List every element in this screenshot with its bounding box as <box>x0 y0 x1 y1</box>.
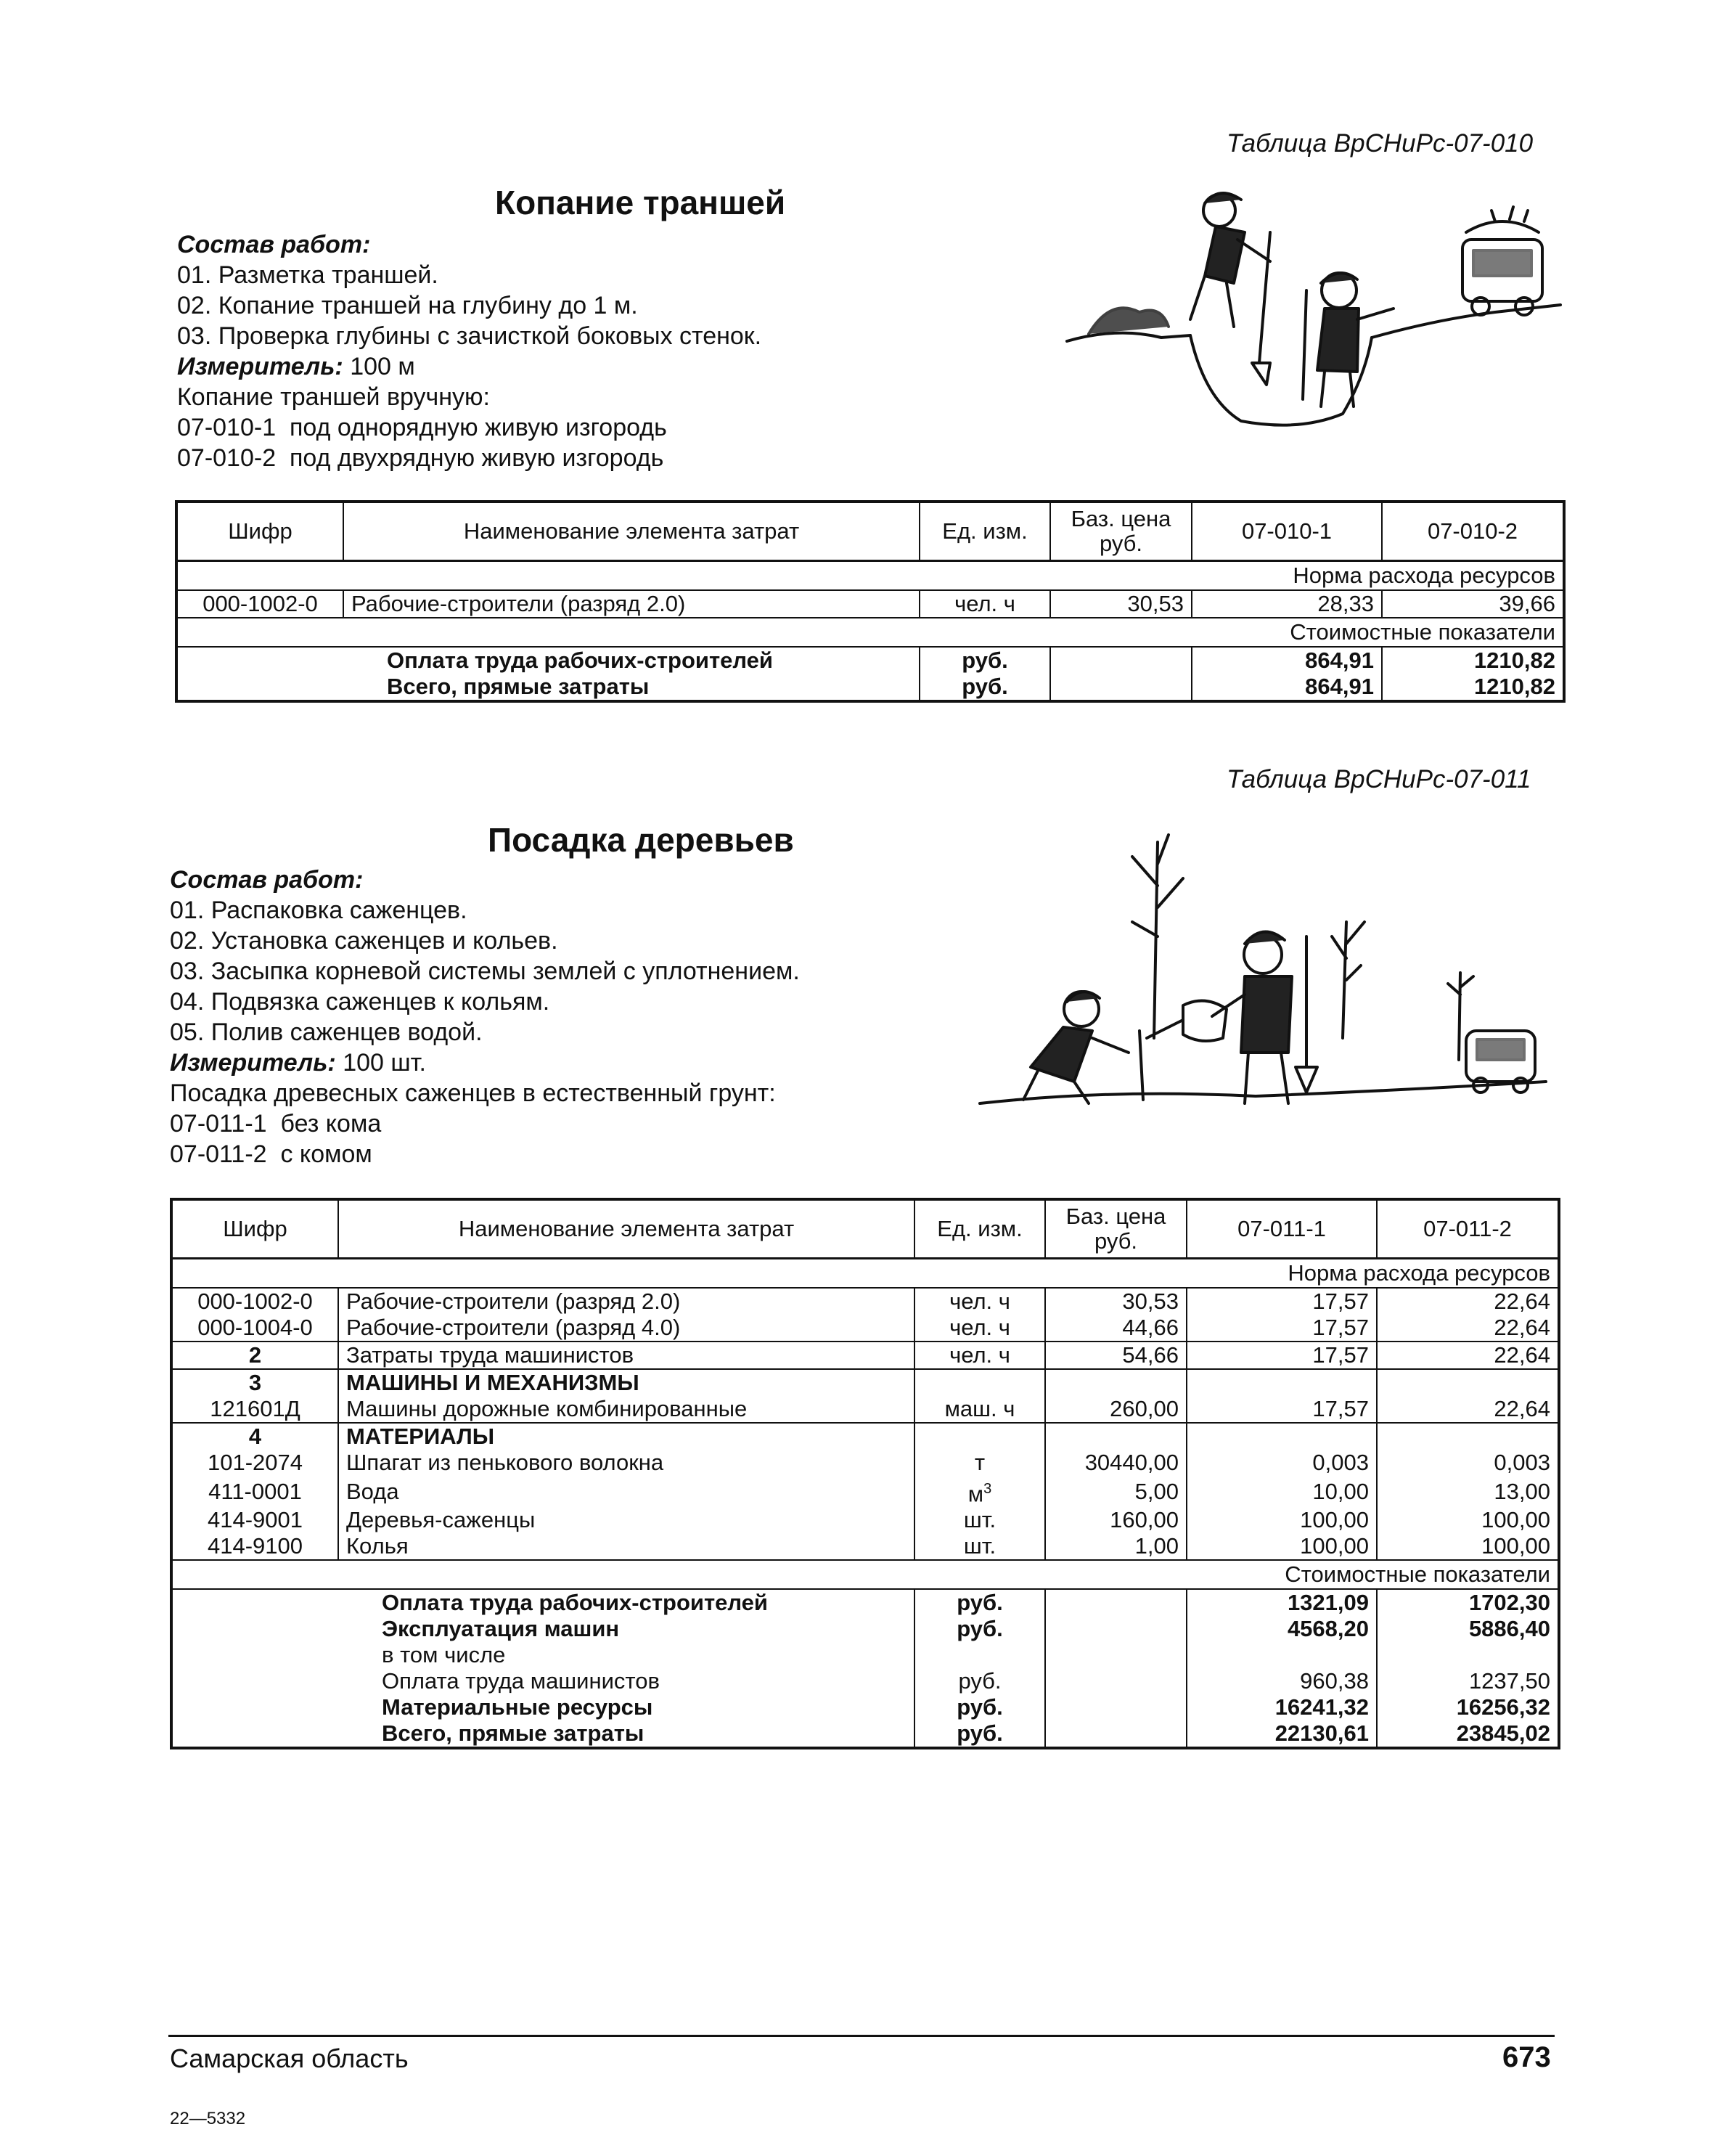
header-name: Наименование элемента затрат <box>338 1199 914 1259</box>
cell-value-1: 17,57 <box>1187 1288 1377 1315</box>
cost-value-2: 16256,32 <box>1377 1694 1559 1720</box>
cell-unit: чел. ч <box>920 590 1050 618</box>
cost-unit: руб. <box>914 1668 1045 1694</box>
cell-unit: шт. <box>914 1533 1045 1560</box>
measure-label: Измеритель: <box>177 353 343 380</box>
cost-unit: руб. <box>914 1720 1045 1748</box>
norm-label: Норма расхода ресурсов <box>176 561 1564 591</box>
cell-value-1: 100,00 <box>1187 1533 1377 1560</box>
measure-label: Измеритель: <box>170 1049 336 1077</box>
table-header-row <box>171 1199 1559 1259</box>
cost-value-2: 1237,50 <box>1377 1668 1559 1694</box>
cell-value-2: 22,64 <box>1377 1315 1559 1342</box>
work-description: Копание траншей вручную: <box>177 383 490 411</box>
composition-label: Состав работ: <box>177 231 371 258</box>
cost-value-1: 960,38 <box>1187 1668 1377 1694</box>
cost-table <box>175 500 1566 703</box>
work-composition <box>170 865 800 1169</box>
cell-value-2: 13,00 <box>1377 1476 1559 1507</box>
cell-cipher: 414-9001 <box>207 1507 303 1533</box>
table-row <box>171 1396 1559 1423</box>
cell-name: Машины дорожные комбинированные <box>338 1396 914 1423</box>
cell-value-2: 22,64 <box>1377 1342 1559 1369</box>
cost-unit: руб. <box>914 1589 1045 1616</box>
cell-cipher: 4 <box>248 1424 262 1449</box>
header-price: Баз. цена руб. <box>1045 1199 1187 1259</box>
cell-value-1: 17,57 <box>1187 1396 1377 1423</box>
cell-unit: шт. <box>914 1507 1045 1533</box>
table-row <box>171 1533 1559 1560</box>
cell-cipher: 121601Д <box>171 1396 338 1423</box>
section-divider <box>171 1259 1559 1289</box>
cost-name: в том числе <box>382 1642 506 1668</box>
work-description: Посадка древесных саженцев в естественный грунт: <box>170 1079 776 1107</box>
norm-label: Норма расхода ресурсов <box>171 1259 1559 1289</box>
cost-value-2: 1210,82 <box>1382 647 1564 674</box>
section-divider <box>171 1560 1559 1589</box>
tree-planting-illustration <box>965 820 1560 1125</box>
cell-name: МАШИНЫ И МЕХАНИЗМЫ <box>338 1369 914 1396</box>
header-unit: Ед. изм. <box>914 1199 1045 1259</box>
cell-name: Вода <box>338 1476 914 1507</box>
table-row <box>171 1369 1559 1396</box>
cell-price: 260,00 <box>1045 1396 1187 1423</box>
variant-item <box>177 412 761 443</box>
cell-value-2: 39,66 <box>1382 590 1564 618</box>
header-variant-1: 07-011-1 <box>1187 1199 1377 1259</box>
cost-label: Стоимостные показатели <box>176 618 1564 647</box>
measure-line <box>170 1048 800 1078</box>
cost-value-1: 1321,09 <box>1187 1589 1377 1616</box>
unit-superscript: 3 <box>983 1481 992 1497</box>
table-row <box>171 1342 1559 1369</box>
table-row <box>171 1450 1559 1476</box>
header-variant-2: 07-011-2 <box>1377 1199 1559 1259</box>
cell-cipher: 2 <box>171 1342 338 1369</box>
cell-unit: чел. ч <box>914 1342 1045 1369</box>
cell-value-2: 100,00 <box>1377 1533 1559 1560</box>
cell-price: 54,66 <box>1045 1342 1187 1369</box>
cost-name: Оплата труда рабочих-строителей <box>387 648 773 673</box>
variant-item <box>177 443 761 473</box>
cost-name: Материальные ресурсы <box>382 1694 653 1720</box>
cell-name: Рабочие-строители (разряд 4.0) <box>338 1315 914 1342</box>
cost-value-1: 4568,20 <box>1187 1616 1377 1642</box>
variant-code: 07-010-2 <box>177 444 277 472</box>
cell-price: 44,66 <box>1045 1315 1187 1342</box>
table-row <box>171 1423 1559 1450</box>
cost-unit: руб. <box>920 674 1050 701</box>
variant-item <box>170 1108 800 1139</box>
step-item: 03. Проверка глубины с зачисткой боковых стенок. <box>177 322 762 350</box>
variant-code: 07-011-1 <box>170 1110 267 1138</box>
cost-value-2: 5886,40 <box>1377 1616 1559 1642</box>
measure-value: 100 м <box>350 353 415 380</box>
variant-text: под однорядную живую изгородь <box>290 414 667 441</box>
cell-price: 30,53 <box>1050 590 1192 618</box>
table-row <box>171 1288 1559 1315</box>
header-unit: Ед. изм. <box>920 502 1050 561</box>
cost-row <box>176 674 1564 701</box>
table-caption: Таблица ВрСНиРс-07-011 <box>1227 765 1531 793</box>
cost-row <box>176 647 1564 674</box>
cost-unit: руб. <box>914 1616 1045 1642</box>
cell-name: Рабочие-строители (разряд 2.0) <box>343 590 920 618</box>
step-item: 01. Распаковка саженцев. <box>170 897 467 924</box>
section-title: Копание траншей <box>495 184 786 221</box>
cell-cipher: 411-0001 <box>208 1478 302 1504</box>
step-item: 05. Полив саженцев водой. <box>170 1018 483 1046</box>
step-item: 02. Установка саженцев и кольев. <box>170 927 558 955</box>
variant-text: без кома <box>280 1110 382 1138</box>
cell-unit: т <box>914 1450 1045 1476</box>
cost-name: Всего, прямые затраты <box>382 1720 644 1747</box>
cell-name: Деревья-саженцы <box>338 1507 914 1533</box>
table-row <box>171 1507 1559 1533</box>
table-row <box>171 1315 1559 1342</box>
cell-value-2: 100,00 <box>1377 1507 1559 1533</box>
section-divider <box>176 561 1564 591</box>
cost-name: Оплата труда машинистов <box>382 1668 660 1694</box>
cell-price: 30440,00 <box>1045 1450 1187 1476</box>
cell-name: Затраты труда машинистов <box>338 1342 914 1369</box>
composition-label: Состав работ: <box>170 866 364 894</box>
cost-name: Эксплуатация машин <box>382 1616 620 1642</box>
cost-value-1: 864,91 <box>1192 647 1382 674</box>
cell-value-2: 0,003 <box>1377 1450 1559 1476</box>
cell-cipher: 101-2074 <box>207 1450 303 1475</box>
cell-value-1: 17,57 <box>1187 1342 1377 1369</box>
cost-unit: руб. <box>914 1694 1045 1720</box>
cell-cipher: 000-1004-0 <box>171 1315 338 1342</box>
trench-digging-illustration <box>1060 181 1568 443</box>
section-title: Посадка деревьев <box>488 821 794 859</box>
cost-row <box>171 1668 1559 1694</box>
cell-cipher: 000-1002-0 <box>197 1289 313 1314</box>
header-cipher: Шифр <box>171 1199 338 1259</box>
cost-value-2: 1702,30 <box>1377 1589 1559 1616</box>
cost-row <box>171 1720 1559 1748</box>
cell-value-1: 28,33 <box>1192 590 1382 618</box>
variant-item <box>170 1139 800 1169</box>
cost-name: Оплата труда рабочих-строителей <box>382 1590 768 1616</box>
cell-value-1: 17,57 <box>1187 1315 1377 1342</box>
cell-cipher: 3 <box>248 1370 262 1395</box>
cost-unit: руб. <box>920 647 1050 674</box>
header-variant-2: 07-010-2 <box>1382 502 1564 561</box>
variant-code: 07-010-1 <box>177 414 277 441</box>
cell-unit <box>914 1476 1045 1507</box>
cell-price: 160,00 <box>1045 1507 1187 1533</box>
cell-unit: чел. ч <box>914 1315 1045 1342</box>
cost-value-2: 1210,82 <box>1382 674 1564 701</box>
section-divider <box>176 618 1564 647</box>
cell-name: МАТЕРИАЛЫ <box>338 1423 914 1450</box>
page-number: 673 <box>1502 2041 1551 2073</box>
variant-code: 07-011-2 <box>170 1140 267 1168</box>
table-row <box>171 1476 1559 1507</box>
variant-text: с комом <box>280 1140 372 1168</box>
cell-value-2: 22,64 <box>1377 1288 1559 1315</box>
cost-name: Всего, прямые затраты <box>387 674 650 699</box>
table-caption: Таблица ВрСНиРс-07-010 <box>1227 129 1534 158</box>
cell-price: 5,00 <box>1045 1476 1187 1507</box>
cost-value-1: 22130,61 <box>1187 1720 1377 1748</box>
cost-value-1: 864,91 <box>1192 674 1382 701</box>
cost-row <box>171 1694 1559 1720</box>
cell-price: 1,00 <box>1045 1533 1187 1560</box>
step-item: 03. Засыпка корневой системы землей с уплотнением. <box>170 957 800 985</box>
unit-text: м <box>967 1481 984 1507</box>
cost-row <box>171 1616 1559 1642</box>
print-code: 22—5332 <box>170 2109 246 2128</box>
cell-value-1: 0,003 <box>1187 1450 1377 1476</box>
cell-cipher: 000-1002-0 <box>176 590 343 618</box>
cost-label: Стоимостные показатели <box>171 1560 1559 1589</box>
cell-name: Рабочие-строители (разряд 2.0) <box>338 1288 914 1315</box>
cost-value-2: 23845,02 <box>1377 1720 1559 1748</box>
footer-region: Самарская область <box>170 2043 409 2073</box>
step-item: 04. Подвязка саженцев к кольям. <box>170 988 550 1016</box>
step-item: 02. Копание траншей на глубину до 1 м. <box>177 292 638 319</box>
cell-value-1: 100,00 <box>1187 1507 1377 1533</box>
cell-value-1: 10,00 <box>1187 1476 1377 1507</box>
cell-value-2: 22,64 <box>1377 1396 1559 1423</box>
cell-name: Шпагат из пенькового волокна <box>338 1450 914 1476</box>
table-row <box>176 590 1564 618</box>
work-composition <box>177 229 761 473</box>
cell-unit: чел. ч <box>914 1288 1045 1315</box>
cell-price: 30,53 <box>1045 1288 1187 1315</box>
header-name: Наименование элемента затрат <box>343 502 920 561</box>
footer-rule <box>168 2035 1555 2037</box>
cell-unit: маш. ч <box>914 1396 1045 1423</box>
cell-cipher: 414-9100 <box>171 1533 338 1560</box>
measure-value: 100 шт. <box>343 1049 426 1077</box>
table-header-row <box>176 502 1564 561</box>
cost-value-1: 16241,32 <box>1187 1694 1377 1720</box>
cost-table <box>170 1198 1560 1749</box>
header-price: Баз. цена руб. <box>1050 502 1192 561</box>
header-variant-1: 07-010-1 <box>1192 502 1382 561</box>
cost-row <box>171 1642 1559 1668</box>
cost-row <box>171 1589 1559 1616</box>
measure-line <box>177 351 761 382</box>
header-cipher: Шифр <box>176 502 343 561</box>
variant-text: под двухрядную живую изгородь <box>290 444 664 472</box>
cell-name: Колья <box>338 1533 914 1560</box>
step-item: 01. Разметка траншей. <box>177 261 438 289</box>
